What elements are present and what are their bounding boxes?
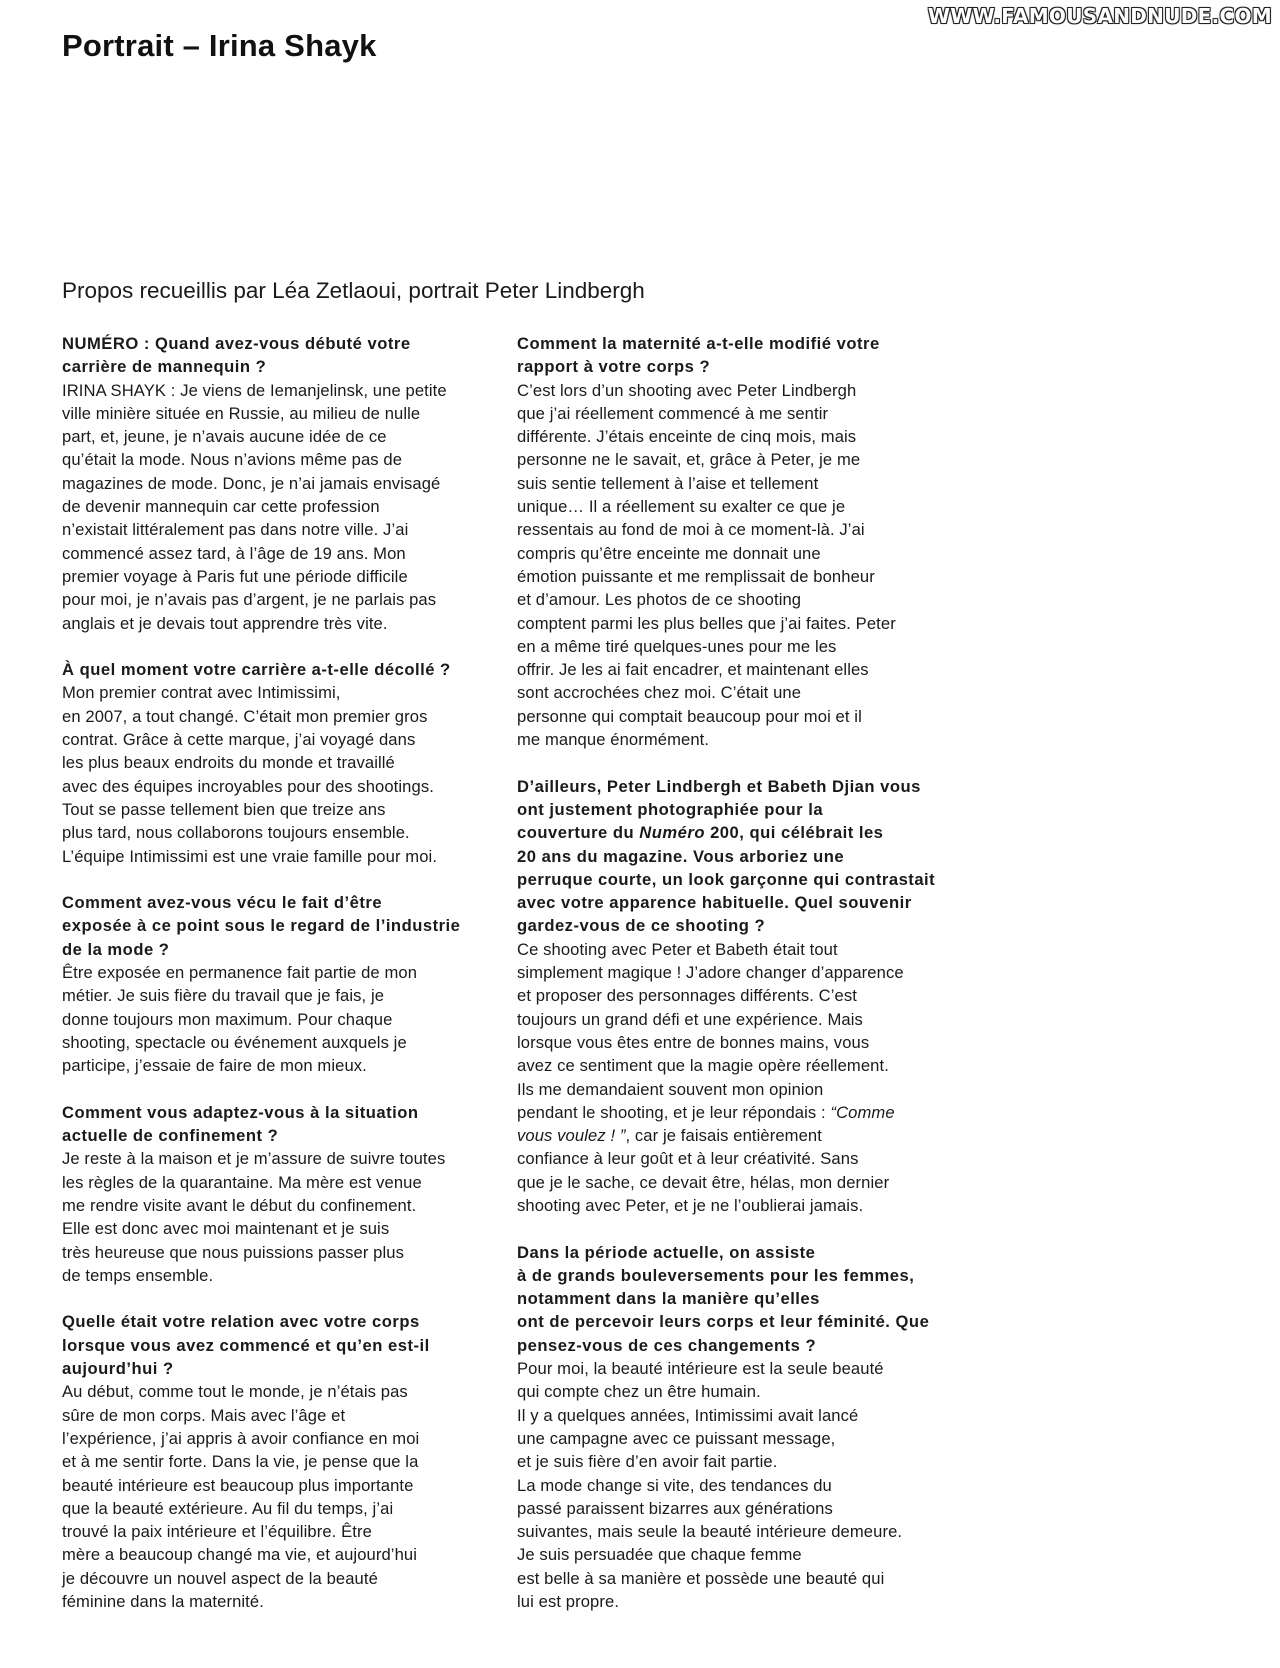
answer-line: une campagne avec ce puissant message,	[517, 1428, 836, 1448]
answer-line: féminine dans la maternité.	[62, 1592, 264, 1612]
interview-block	[62, 658, 482, 868]
interview-question	[62, 1310, 482, 1380]
answer-line: Il y a quelques années, Intimissimi avait lancé	[517, 1405, 859, 1425]
question-fragment: couverture du	[517, 823, 640, 843]
answer-line: Elle est donc avec moi maintenant et je suis	[62, 1219, 390, 1239]
interview-question	[62, 1101, 482, 1148]
answer-line: sont accrochées chez moi. C’était une	[517, 683, 802, 703]
interview-answer	[62, 1380, 482, 1613]
question-line: avec votre apparence habituelle. Quel souvenir	[517, 893, 912, 913]
answer-line: et proposer des personnages différents. C’est	[517, 986, 857, 1006]
watermark-text: WWW.FAMOUSANDNUDE.COM	[927, 4, 1272, 28]
answer-line: que j’ai réellement commencé à me sentir	[517, 403, 829, 423]
question-line: pensez-vous de ces changements ?	[517, 1335, 817, 1355]
question-line: lorsque vous avez commencé et qu’en est-il	[62, 1335, 430, 1355]
answer-line: que la beauté extérieure. Au fil du temps, j’ai	[62, 1498, 394, 1518]
answer-line: La mode change si vite, des tendances du	[517, 1475, 832, 1495]
answer-line	[517, 1101, 937, 1124]
question-line: ont justement photographiée pour la	[517, 799, 824, 819]
answer-line: lui est propre.	[517, 1592, 620, 1612]
answer-line: simplement magique ! J’adore changer d’apparence	[517, 963, 904, 983]
answer-line: Ce shooting avec Peter et Babeth était tout	[517, 939, 838, 959]
answer-line: pour moi, je n’avais pas d’argent, je ne parlais pas	[62, 590, 437, 610]
interview-block	[62, 332, 482, 635]
answer-line: n’existait littéralement pas dans notre ville. J’ai	[62, 520, 409, 540]
answer-line: qu’était la mode. Nous n’avions même pas de	[62, 450, 403, 470]
answer-line: Au début, comme tout le monde, je n’étais pas	[62, 1382, 408, 1402]
answer-line: de devenir mannequin car cette profession	[62, 497, 380, 517]
answer-line: mère a beaucoup changé ma vie, et aujourd’hui	[62, 1545, 418, 1565]
answer-line	[517, 1124, 937, 1147]
answer-fragment: pendant le shooting, et je leur répondais :	[517, 1102, 831, 1122]
interview-answer	[517, 379, 937, 752]
question-line: 20 ans du magazine. Vous arboriez une	[517, 846, 845, 866]
answer-line: lorsque vous êtes entre de bonnes mains, vous	[517, 1032, 870, 1052]
answer-line: personne qui comptait beaucoup pour moi et il	[517, 706, 862, 726]
interview-answer	[62, 1147, 482, 1287]
question-line: Comment la maternité a-t-elle modifié votre	[517, 334, 880, 353]
answer-line: émotion puissante et me remplissait de bonheur	[517, 566, 875, 586]
right-column	[517, 332, 937, 1637]
answer-line: unique… Il a réellement su exalter ce que je	[517, 497, 846, 517]
answer-line: L’équipe Intimissimi est une vraie famille pour moi.	[62, 846, 438, 866]
answer-line: en 2007, a tout changé. C’était mon premier gros	[62, 706, 428, 726]
answer-line: part, et, jeune, je n’avais aucune idée de ce	[62, 427, 387, 447]
answer-line: me rendre visite avant le début du confinement.	[62, 1195, 417, 1215]
interview-question	[62, 891, 482, 961]
interview-answer	[517, 938, 937, 1218]
answer-line: avez ce sentiment que la magie opère réellement.	[517, 1056, 889, 1076]
interview-answer	[62, 961, 482, 1077]
interview-answer	[62, 379, 482, 635]
answer-line: sûre de mon corps. Mais avec l’âge et	[62, 1405, 346, 1425]
answer-line: Être exposée en permanence fait partie de mon	[62, 963, 418, 983]
question-line: actuelle de confinement ?	[62, 1126, 279, 1146]
answer-line: je découvre un nouvel aspect de la beauté	[62, 1568, 378, 1588]
interview-block	[517, 332, 937, 751]
question-line: D’ailleurs, Peter Lindbergh et Babeth Djian vous	[517, 776, 921, 796]
answer-line: comptent parmi les plus belles que j’ai faites. Peter	[517, 613, 896, 633]
interview-block	[62, 1310, 482, 1613]
answer-line: que je le sache, ce devait être, hélas, mon dernier	[517, 1172, 890, 1192]
interview-question	[62, 332, 482, 379]
interview-answer	[62, 681, 482, 867]
question-line: aujourd’hui ?	[62, 1359, 174, 1379]
answer-line: plus tard, nous collaborons toujours ensemble.	[62, 823, 410, 843]
question-line: de la mode ?	[62, 939, 170, 959]
answer-line: Tout se passe tellement bien que treize ans	[62, 799, 386, 819]
interview-block	[517, 1241, 937, 1614]
answer-line: avec des équipes incroyables pour des shootings.	[62, 776, 434, 796]
answer-line: de temps ensemble.	[62, 1265, 214, 1285]
answer-line: très heureuse que nous puissions passer plus	[62, 1242, 405, 1262]
quote-fragment: vous voulez ! ”	[517, 1126, 626, 1146]
answer-line: anglais et je devais tout apprendre très vite.	[62, 613, 388, 633]
answer-line: suis sentie tellement à l’aise et tellement	[517, 473, 819, 493]
question-line: notamment dans la manière qu’elles	[517, 1289, 820, 1309]
interview-question	[517, 775, 937, 938]
magazine-name: Numéro	[639, 823, 705, 843]
answer-line: commencé assez tard, à l’âge de 19 ans. Mon	[62, 543, 406, 563]
interview-question	[62, 658, 482, 681]
answer-line: et je suis fière d’en avoir fait partie.	[517, 1452, 778, 1472]
answer-line: toujours un grand défi et une expérience. Mais	[517, 1009, 863, 1029]
answer-line: Je suis persuadée que chaque femme	[517, 1545, 802, 1565]
question-line: à de grands bouleversements pour les femmes,	[517, 1265, 915, 1285]
answer-line: différente. J’étais enceinte de cinq mois, mais	[517, 427, 857, 447]
question-line: gardez-vous de ce shooting ?	[517, 916, 766, 936]
answer-line: IRINA SHAYK : Je viens de Iemanjelinsk, une petite	[62, 380, 447, 400]
question-line: Quelle était votre relation avec votre corps	[62, 1312, 420, 1332]
answer-line: shooting avec Peter, et je ne l’oublierai jamais.	[517, 1195, 864, 1215]
interview-question	[517, 332, 937, 379]
answer-line: trouvé la paix intérieure et l’équilibre. Être	[62, 1522, 372, 1542]
answer-line: métier. Je suis fière du travail que je fais, je	[62, 986, 385, 1006]
answer-line: l’expérience, j’ai appris à avoir confiance en moi	[62, 1428, 420, 1448]
question-line	[517, 821, 937, 844]
credits-line: Propos recueillis par Léa Zetlaoui, portrait Peter Lindbergh	[62, 278, 645, 303]
question-line: exposée à ce point sous le regard de l’industrie	[62, 916, 461, 936]
question-line: Dans la période actuelle, on assiste	[517, 1242, 816, 1262]
interview-answer	[517, 1357, 937, 1613]
answer-line: en a même tiré quelques-unes pour me les	[517, 636, 837, 656]
interview-question	[517, 1241, 937, 1357]
question-line: carrière de mannequin ?	[62, 357, 267, 377]
quote-fragment: “Comme	[830, 1102, 895, 1122]
answer-line: suivantes, mais seule la beauté intérieure demeure.	[517, 1522, 903, 1542]
answer-line: et d’amour. Les photos de ce shooting	[517, 590, 802, 610]
interview-block	[62, 891, 482, 1077]
question-line: NUMÉRO : Quand avez-vous débuté votre	[62, 334, 411, 353]
answer-line: compris qu’être enceinte me donnait une	[517, 543, 821, 563]
answer-line: Ils me demandaient souvent mon opinion	[517, 1079, 824, 1099]
answer-line: donne toujours mon maximum. Pour chaque	[62, 1009, 393, 1029]
answer-line: me manque énormément.	[517, 730, 710, 750]
question-line: Comment vous adaptez-vous à la situation	[62, 1102, 419, 1122]
page-title: Portrait – Irina Shayk	[62, 28, 377, 63]
answer-line: Je reste à la maison et je m’assure de suivre toutes	[62, 1149, 446, 1169]
question-line: perruque courte, un look garçonne qui contrastait	[517, 869, 936, 889]
question-line: ont de percevoir leurs corps et leur féminité. Que	[517, 1312, 930, 1332]
question-line: Comment avez-vous vécu le fait d’être	[62, 893, 383, 913]
answer-line: contrat. Grâce à cette marque, j’ai voyagé dans	[62, 730, 416, 750]
answer-line: personne ne le savait, et, grâce à Peter, je me	[517, 450, 861, 470]
answer-line: magazines de mode. Donc, je n’ai jamais envisagé	[62, 473, 441, 493]
answer-line: passé paraissent bizarres aux générations	[517, 1498, 833, 1518]
answer-fragment: , car je faisais entièrement	[625, 1126, 822, 1146]
answer-line: beauté intérieure est beaucoup plus importante	[62, 1475, 414, 1495]
answer-line: participe, j’essaie de faire de mon mieux.	[62, 1056, 367, 1076]
answer-line: qui compte chez un être humain.	[517, 1382, 761, 1402]
question-line: rapport à votre corps ?	[517, 357, 711, 377]
answer-line: et à me sentir forte. Dans la vie, je pense que la	[62, 1452, 419, 1472]
answer-line: ville minière située en Russie, au milieu de nulle	[62, 403, 421, 423]
question-fragment: 200, qui célébrait les	[704, 823, 884, 843]
answer-line: offrir. Je les ai fait encadrer, et maintenant elles	[517, 660, 869, 680]
answer-line: premier voyage à Paris fut une période difficile	[62, 566, 408, 586]
left-column	[62, 332, 482, 1637]
interview-block	[62, 1101, 482, 1287]
answer-line: est belle à sa manière et possède une beauté qui	[517, 1568, 885, 1588]
question-line: À quel moment votre carrière a-t-elle décollé ?	[62, 660, 451, 680]
answer-line: shooting, spectacle ou événement auxquels je	[62, 1032, 407, 1052]
answer-line: confiance à leur goût et à leur créativité. Sans	[517, 1149, 859, 1169]
answer-line: C’est lors d’un shooting avec Peter Lindbergh	[517, 380, 857, 400]
answer-line: Mon premier contrat avec Intimissimi,	[62, 683, 341, 703]
interview-block	[517, 775, 937, 1218]
answer-line: Pour moi, la beauté intérieure est la seule beauté	[517, 1359, 884, 1379]
answer-line: les plus beaux endroits du monde et travaillé	[62, 753, 395, 773]
answer-line: les règles de la quarantaine. Ma mère est venue	[62, 1172, 422, 1192]
answer-line: ressentais au fond de moi à ce moment-là. J’ai	[517, 520, 865, 540]
